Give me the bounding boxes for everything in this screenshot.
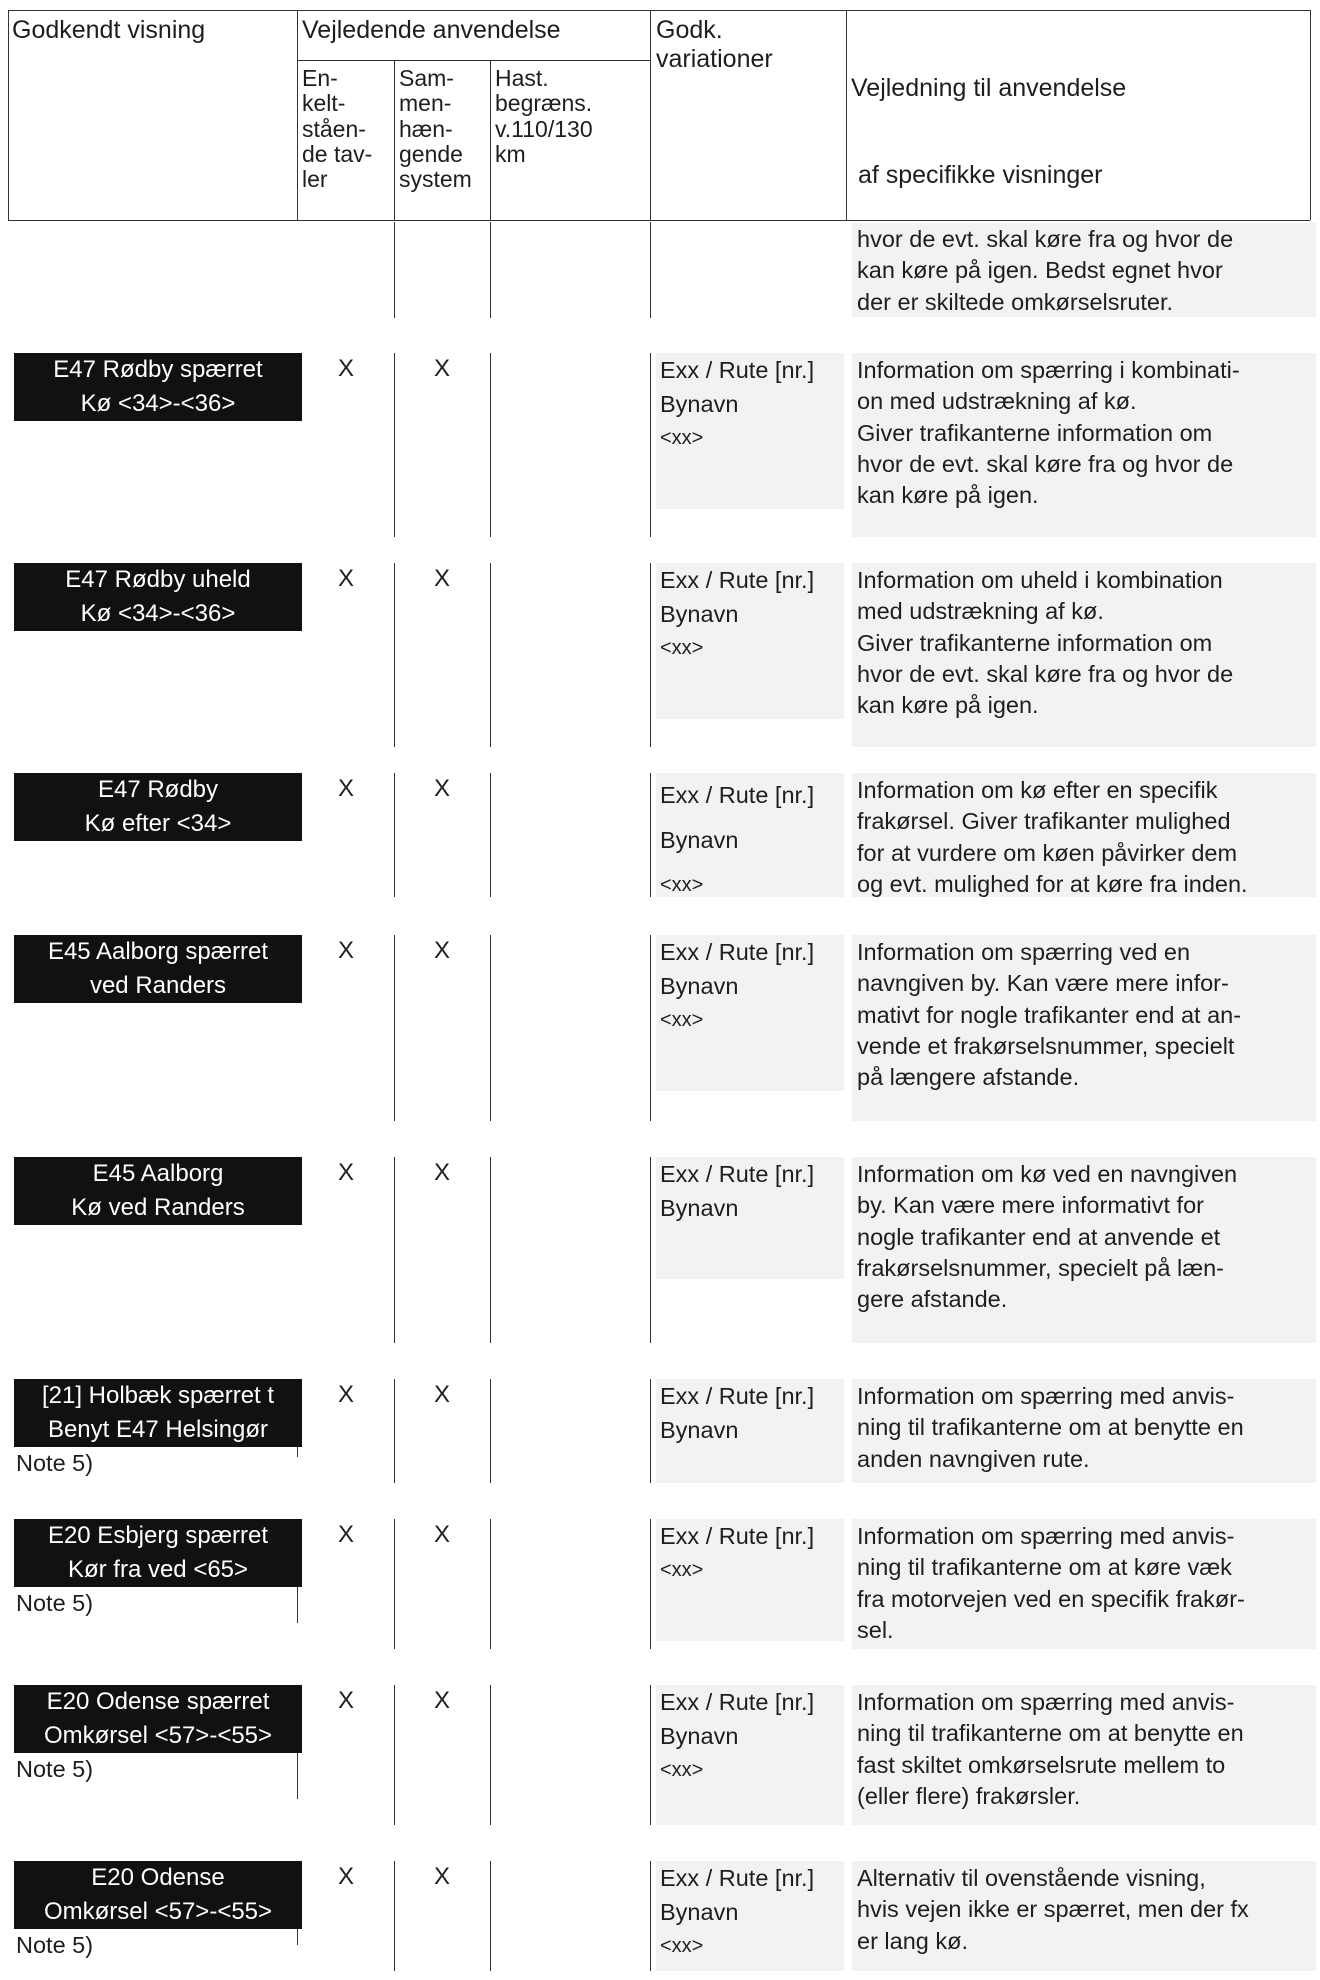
variation-item: Exx / Rute [nr.] <box>660 357 815 383</box>
sign-display <box>14 773 302 841</box>
variation-item: Bynavn <box>660 1195 739 1221</box>
sign-line: Kø <34>-<36> <box>14 597 302 631</box>
variation-item: Bynavn <box>660 1417 739 1443</box>
description-line: gere afstande. <box>857 1286 1008 1312</box>
approved-variations <box>660 1379 846 1447</box>
header-divider <box>846 10 847 220</box>
row-divider <box>650 1379 651 1483</box>
description-line: hvis vejen ikke er spærret, men der fx <box>857 1896 1249 1923</box>
sign-line: Kør fra ved <65> <box>14 1553 302 1587</box>
sign-line: E47 Rødby <box>14 773 302 807</box>
description-line: Information om spærring ved en <box>857 939 1191 965</box>
usage-sub-rule <box>297 60 650 61</box>
variation-item: Exx / Rute [nr.] <box>660 1689 815 1715</box>
sign-display <box>14 1685 302 1785</box>
row-divider <box>490 563 491 747</box>
row-divider <box>490 1685 491 1825</box>
sign-display <box>14 1157 302 1225</box>
row-divider <box>394 1685 395 1825</box>
row-divider <box>490 935 491 1121</box>
row-divider <box>490 1519 491 1649</box>
approved-variations <box>660 353 846 455</box>
usage-mark-system: X <box>433 1863 450 1890</box>
row-divider <box>394 935 395 1121</box>
usage-mark-single: X <box>337 937 354 964</box>
variation-item: <xx> <box>660 1759 704 1781</box>
row-divider <box>650 1861 651 1971</box>
variation-item: <xx> <box>660 874 704 896</box>
sign-display <box>14 353 302 421</box>
description-line: Giver trafikanterne information om <box>857 419 1213 446</box>
sign-note: Note 5) <box>16 1450 94 1476</box>
sign-display <box>14 1861 302 1961</box>
row-divider <box>490 773 491 897</box>
variation-item: Bynavn <box>660 1899 739 1925</box>
row-divider <box>394 222 395 318</box>
subheader-speed-limit: Hast. begræns. v.110/130 km <box>495 65 593 167</box>
row-divider <box>394 773 395 897</box>
header-divider <box>490 60 491 220</box>
description-line: Alternativ til ovenstående visning, <box>857 1865 1206 1891</box>
description-line: frakørselsnummer, specielt på læn- <box>857 1254 1224 1281</box>
description-line: Information om kø ved en navngiven <box>857 1161 1238 1187</box>
description-line: frakørsel. Giver trafikanter mulighed <box>857 808 1231 835</box>
description-line: fast skiltet omkørselsrute mellem to <box>857 1751 1226 1778</box>
row-divider <box>490 1379 491 1483</box>
description-line: nogle trafikanter end at anvende et <box>857 1223 1221 1250</box>
row-divider <box>650 563 651 747</box>
usage-mark-single: X <box>337 1381 354 1408</box>
description-text <box>857 1159 1319 1315</box>
sign-line: Kø efter <34> <box>14 807 302 841</box>
variation-item: Exx / Rute [nr.] <box>660 782 815 808</box>
variation-item: Bynavn <box>660 973 739 999</box>
row-divider <box>394 1519 395 1649</box>
header-approved-variations: Godk. variationer <box>656 16 773 73</box>
description-text <box>857 1863 1319 1957</box>
description-text <box>857 775 1319 900</box>
description-line: kan køre på igen. <box>857 482 1039 508</box>
description-line: og evt. mulighed for at køre fra inden. <box>857 870 1248 897</box>
description-text <box>857 1381 1319 1475</box>
approved-variations <box>660 1861 846 1963</box>
description-line: on med udstrækning af kø. <box>857 388 1137 415</box>
row-divider <box>650 1157 651 1343</box>
sign-line: Omkørsel <57>-<55> <box>14 1895 302 1929</box>
usage-mark-system: X <box>433 1381 450 1408</box>
row-divider <box>650 773 651 897</box>
row-divider <box>650 222 651 318</box>
continuation-description: hvor de evt. skal køre fra og hvor de kan køre på igen. Bedst egnet hvor der er skiltede omkørselsruter. <box>857 226 1234 315</box>
variation-item: Bynavn <box>660 827 739 853</box>
sign-line: Benyt E47 Helsingør <box>14 1413 302 1447</box>
variation-item: Bynavn <box>660 391 739 417</box>
row-divider <box>490 1157 491 1343</box>
sign-line: Kø ved Randers <box>14 1191 302 1225</box>
approved-variations <box>660 1685 846 1787</box>
usage-mark-system: X <box>433 937 450 964</box>
description-line: med udstrækning af kø. <box>857 598 1104 625</box>
row-divider <box>394 353 395 537</box>
sign-display <box>14 935 302 1003</box>
variation-item: <xx> <box>660 1559 704 1581</box>
row-divider <box>650 935 651 1121</box>
variation-item: Exx / Rute [nr.] <box>660 1865 815 1891</box>
description-line: sel. <box>857 1616 894 1643</box>
description-line: Information om spærring med anvis- <box>857 1689 1235 1715</box>
subheader-single-signs: En- kelt- ståen- de tav- ler <box>302 65 373 193</box>
variation-item: Exx / Rute [nr.] <box>660 939 815 965</box>
sign-display <box>14 563 302 631</box>
variation-item: <xx> <box>660 637 704 659</box>
variation-item: Exx / Rute [nr.] <box>660 567 815 593</box>
header-divider <box>394 60 395 220</box>
description-line: by. Kan være mere informativt for <box>857 1192 1204 1219</box>
sign-line: E45 Aalborg <box>14 1157 302 1191</box>
row-divider <box>490 222 491 318</box>
variation-item: <xx> <box>660 1009 704 1031</box>
description-line: Information om uheld i kombination <box>857 567 1223 593</box>
row-divider <box>490 353 491 537</box>
header-divider <box>650 10 651 220</box>
usage-mark-system: X <box>433 1521 450 1548</box>
variation-item: <xx> <box>660 1935 704 1957</box>
sign-line: E20 Odense <box>14 1861 302 1895</box>
variation-item: Bynavn <box>660 601 739 627</box>
description-line: anden navngiven rute. <box>857 1445 1090 1472</box>
approved-variations <box>660 1519 846 1587</box>
variation-item: <xx> <box>660 427 704 449</box>
usage-mark-single: X <box>337 1687 354 1714</box>
description-line: fra motorvejen ved en specifik frakør- <box>857 1585 1245 1612</box>
description-line: (eller flere) frakørsler. <box>857 1782 1081 1809</box>
usage-mark-system: X <box>433 355 450 382</box>
sign-note: Note 5) <box>16 1932 94 1958</box>
description-line: hvor de evt. skal køre fra og hvor de <box>857 450 1234 477</box>
row-divider <box>394 1861 395 1971</box>
header-divider <box>1310 10 1311 220</box>
header-recommended-usage: Vejledende anvendelse <box>302 16 561 44</box>
description-line: ning til trafikanterne om at benytte en <box>857 1414 1244 1441</box>
sign-display <box>14 1519 302 1619</box>
usage-mark-system: X <box>433 565 450 592</box>
sign-line: E45 Aalborg spærret <box>14 935 302 969</box>
description-text <box>857 1521 1319 1646</box>
row-divider <box>394 1157 395 1343</box>
header-divider <box>297 10 298 220</box>
description-line: Information om spærring med anvis- <box>857 1523 1235 1549</box>
description-line: navngiven by. Kan være mere infor- <box>857 970 1229 997</box>
usage-mark-single: X <box>337 775 354 802</box>
row-divider <box>394 563 395 747</box>
table-top-rule <box>8 10 1310 11</box>
row-divider <box>490 1861 491 1971</box>
description-text <box>857 355 1319 511</box>
description-text <box>857 937 1319 1093</box>
description-line: Giver trafikanterne information om <box>857 629 1213 656</box>
usage-mark-system: X <box>433 1159 450 1186</box>
header-guidance: Vejledning til anvendelse af specifikke visninger <box>851 74 1127 189</box>
variation-item: Exx / Rute [nr.] <box>660 1523 815 1549</box>
description-line: Information om spærring med anvis- <box>857 1383 1235 1409</box>
description-line: er lang kø. <box>857 1927 969 1954</box>
description-line: på længere afstande. <box>857 1064 1080 1090</box>
description-line: kan køre på igen. <box>857 692 1039 718</box>
description-text <box>857 565 1319 721</box>
row-divider <box>650 353 651 537</box>
description-line: hvor de evt. skal køre fra og hvor de <box>857 660 1234 687</box>
sign-line: Kø <34>-<36> <box>14 387 302 421</box>
sign-line: [21] Holbæk spærret t <box>14 1379 302 1413</box>
sign-line: E20 Esbjerg spærret <box>14 1519 302 1553</box>
description-line: Information om spærring i kombinati- <box>857 357 1240 383</box>
description-line: vende et frakørselsnummer, specielt <box>857 1032 1235 1059</box>
usage-mark-single: X <box>337 1863 354 1890</box>
document-page <box>8 10 1310 1970</box>
usage-mark-system: X <box>433 1687 450 1714</box>
row-divider <box>650 1519 651 1649</box>
sign-line: Omkørsel <57>-<55> <box>14 1719 302 1753</box>
description-line: for at vurdere om køen påvirker dem <box>857 839 1238 866</box>
usage-mark-single: X <box>337 355 354 382</box>
approved-variations <box>660 1157 846 1225</box>
sign-display <box>14 1379 302 1479</box>
row-divider <box>650 1685 651 1825</box>
description-line: Information om kø efter en specifik <box>857 777 1218 803</box>
usage-mark-system: X <box>433 775 450 802</box>
sign-line: ved Randers <box>14 969 302 1003</box>
description-line: ning til trafikanterne om at køre væk <box>857 1554 1232 1581</box>
usage-mark-single: X <box>337 1521 354 1548</box>
approved-variations <box>660 563 846 665</box>
usage-mark-single: X <box>337 1159 354 1186</box>
usage-mark-single: X <box>337 565 354 592</box>
header-divider <box>8 10 9 220</box>
variation-item: Exx / Rute [nr.] <box>660 1161 815 1187</box>
row-divider <box>394 1379 395 1483</box>
sign-line: E47 Rødby uheld <box>14 563 302 597</box>
sign-line: E20 Odense spærret <box>14 1685 302 1719</box>
approved-variations <box>660 773 846 908</box>
sign-line: E47 Rødby spærret <box>14 353 302 387</box>
sign-note: Note 5) <box>16 1756 94 1782</box>
variation-item: Exx / Rute [nr.] <box>660 1383 815 1409</box>
approved-variations <box>660 935 846 1037</box>
description-line: mativt for nogle trafikanter end at an- <box>857 1001 1242 1028</box>
description-text <box>857 1687 1319 1812</box>
subheader-connected-system: Sam- men- hæn- gende system <box>399 65 472 193</box>
description-line: ning til trafikanterne om at benytte en <box>857 1720 1244 1747</box>
sign-note: Note 5) <box>16 1590 94 1616</box>
header-approved-display: Godkendt visning <box>12 16 206 44</box>
variation-item: Bynavn <box>660 1723 739 1749</box>
